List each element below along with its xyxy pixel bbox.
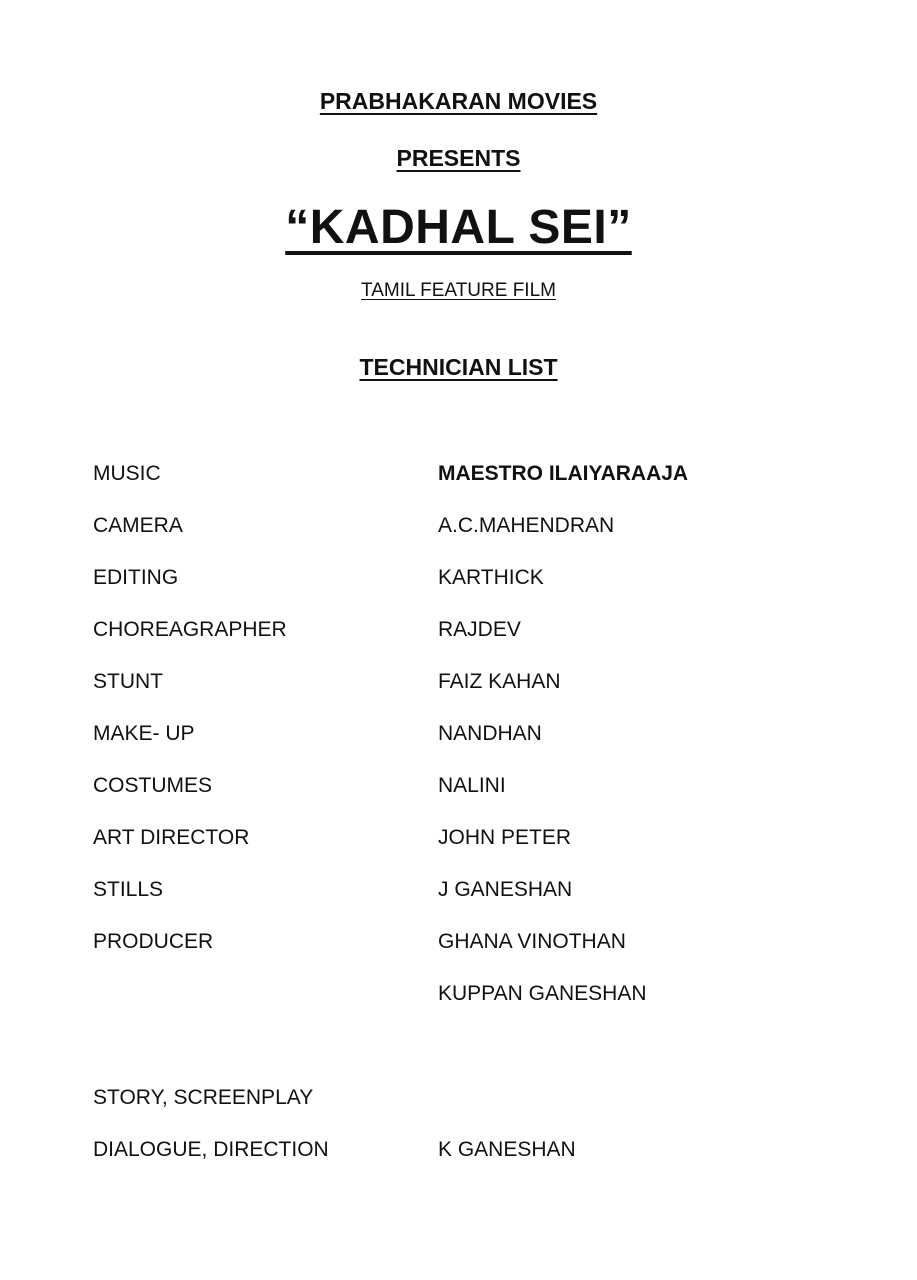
credit-name: J GANESHAN bbox=[438, 878, 573, 901]
credit-row bbox=[93, 612, 853, 664]
credit-name: KARTHICK bbox=[438, 566, 544, 589]
film-subtitle: TAMIL FEATURE FILM bbox=[361, 280, 556, 301]
production-company: PRABHAKARAN MOVIES bbox=[319, 88, 598, 114]
credit-row bbox=[93, 1080, 853, 1132]
credit-row bbox=[93, 872, 853, 924]
credit-name: JOHN PETER bbox=[438, 826, 572, 849]
credit-row bbox=[93, 456, 853, 508]
credit-role: STORY, SCREENPLAY bbox=[93, 1086, 314, 1109]
credit-row bbox=[93, 716, 853, 768]
credit-row bbox=[93, 508, 853, 560]
credit-role: PRODUCER bbox=[93, 930, 214, 953]
credit-role: DIALOGUE, DIRECTION bbox=[93, 1138, 329, 1161]
presents-label: PRESENTS bbox=[396, 145, 521, 171]
credit-row bbox=[93, 976, 853, 1028]
credit-row bbox=[93, 768, 853, 820]
credit-role: CAMERA bbox=[93, 514, 183, 537]
credit-name: NALINI bbox=[438, 774, 506, 797]
credit-role: STILLS bbox=[93, 878, 164, 901]
credit-role: CHOREAGRAPHER bbox=[93, 618, 287, 641]
credit-name: A.C.MAHENDRAN bbox=[438, 514, 615, 537]
credit-name: MAESTRO ILAIYARAAJA bbox=[438, 462, 689, 485]
credit-name: NANDHAN bbox=[438, 722, 542, 745]
credit-row bbox=[93, 1132, 853, 1184]
film-title: “KADHAL SEI” bbox=[285, 201, 632, 254]
credit-role: ART DIRECTOR bbox=[93, 826, 250, 849]
credit-row bbox=[93, 820, 853, 872]
technician-list-heading: TECHNICIAN LIST bbox=[359, 354, 558, 380]
credit-role: MAKE- UP bbox=[93, 722, 195, 745]
credit-name: K GANESHAN bbox=[438, 1138, 576, 1161]
credit-row bbox=[93, 560, 853, 612]
credit-role: STUNT bbox=[93, 670, 163, 693]
credit-role: MUSIC bbox=[93, 462, 161, 485]
credit-name: FAIZ KAHAN bbox=[438, 670, 561, 693]
spacer bbox=[93, 1028, 853, 1080]
credit-name: RAJDEV bbox=[438, 618, 521, 641]
credits-list bbox=[93, 456, 853, 1184]
credit-row bbox=[93, 664, 853, 716]
credit-role: EDITING bbox=[93, 566, 179, 589]
credit-row bbox=[93, 924, 853, 976]
credit-name: KUPPAN GANESHAN bbox=[438, 982, 647, 1005]
credit-name: GHANA VINOTHAN bbox=[438, 930, 626, 953]
credit-role: COSTUMES bbox=[93, 774, 213, 797]
